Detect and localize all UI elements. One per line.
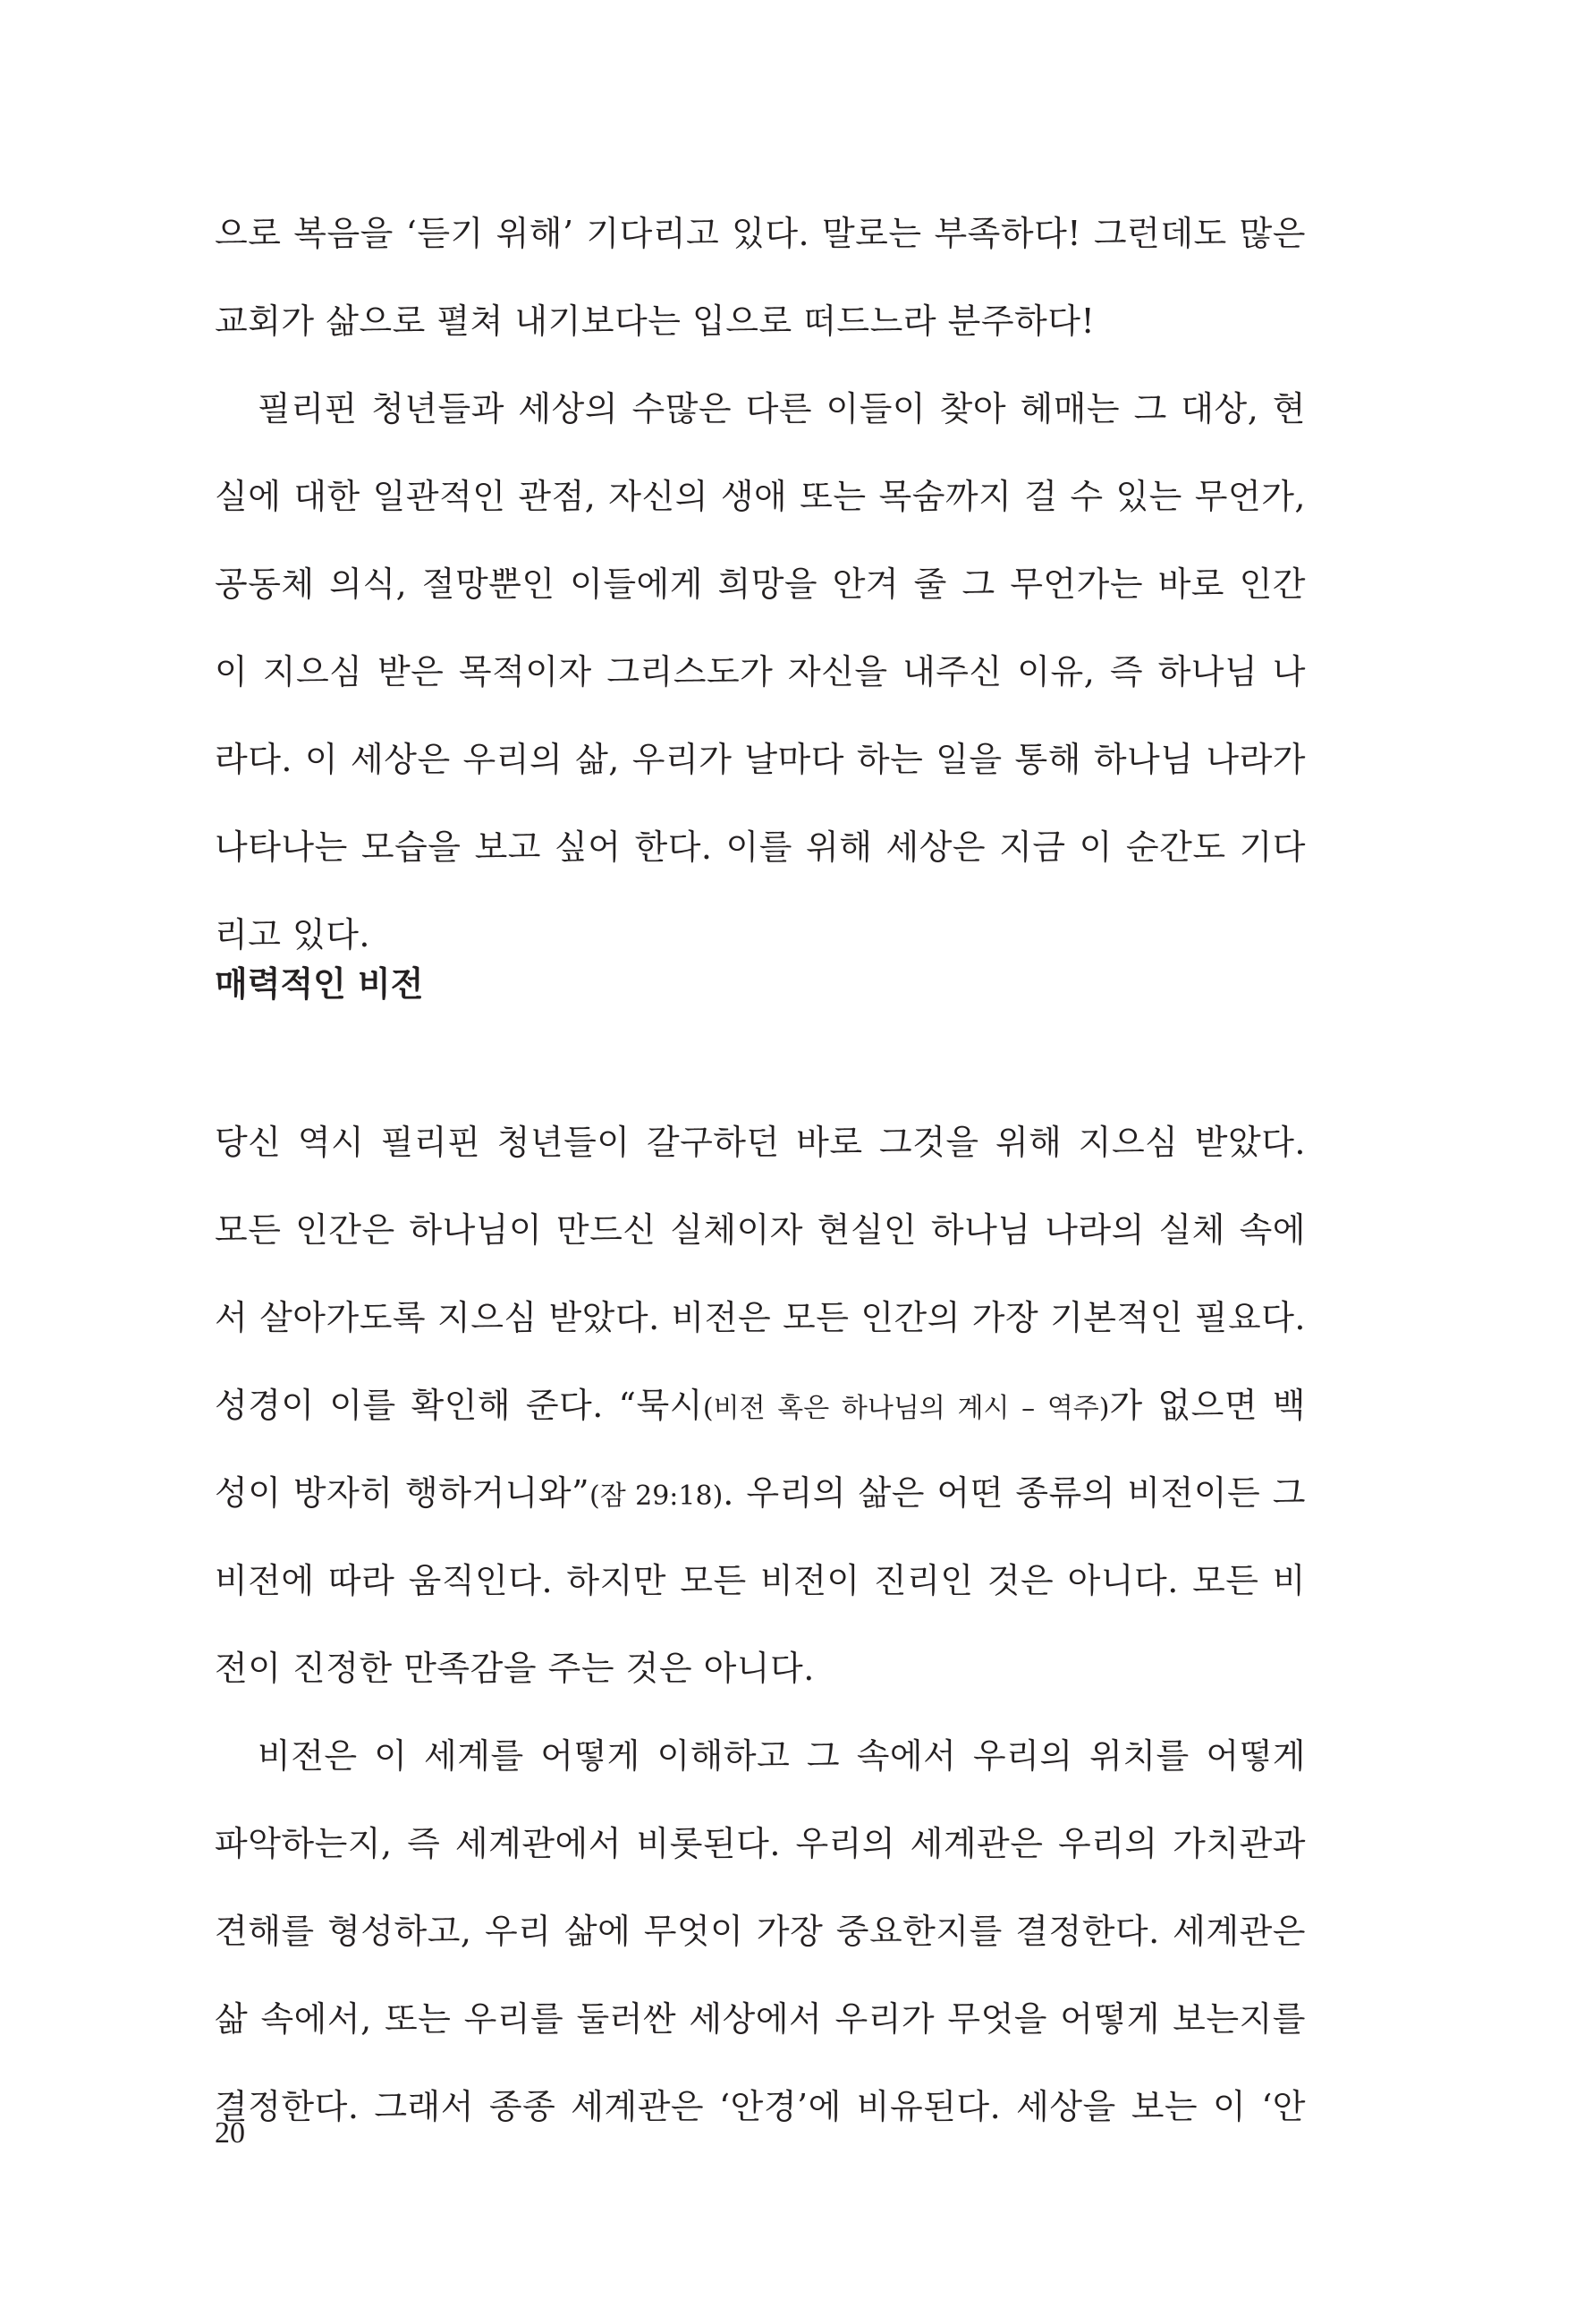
text-line: 결정한다. 그래서 종종 세계관은 ‘안경’에 비유된다. 세상을 보는 이 ‘안 xyxy=(215,2087,1306,2126)
text-line: 나타나는 모습을 보고 싶어 한다. 이를 위해 세상은 지금 이 순간도 기다 xyxy=(215,827,1306,867)
text-line: 비전에 따라 움직인다. 하지만 모든 비전이 진리인 것은 아니다. 모든 비 xyxy=(215,1561,1306,1600)
text-line: 당신 역시 필리핀 청년들이 갈구하던 바로 그것을 위해 지으심 받았다. xyxy=(215,1123,1306,1162)
text-line: 라다. 이 세상은 우리의 삶, 우리가 날마다 하는 일을 통해 하나님 나라가 xyxy=(215,740,1306,779)
scripture-reference: (잠 29:18) xyxy=(589,1480,724,1512)
text-segment: 가 없으면 백 xyxy=(1109,1386,1306,1425)
text-segment: 성경이 이를 확인해 준다. “묵시 xyxy=(215,1386,703,1425)
text-line-with-note xyxy=(215,1361,1306,1449)
text-line: 파악하는지, 즉 세계관에서 비롯된다. 우리의 세계관은 우리의 가치관과 xyxy=(215,1824,1306,1863)
text-line: 이 지으심 받은 목적이자 그리스도가 자신을 내주신 이유, 즉 하나님 나 xyxy=(215,652,1306,691)
text-line: 삶 속에서, 또는 우리를 둘러싼 세상에서 우리가 무엇을 어떻게 보는지를 xyxy=(215,1999,1306,2039)
translator-note: (비전 혹은 하나님의 계시 – 역주) xyxy=(702,1393,1110,1424)
text-line: 공동체 의식, 절망뿐인 이들에게 희망을 안겨 줄 그 무언가는 바로 인간 xyxy=(215,564,1306,604)
text-line: 실에 대한 일관적인 관점, 자신의 생애 또는 목숨까지 걸 수 있는 무언가, xyxy=(215,477,1306,516)
text-line: 서 살아가도록 지으심 받았다. 비전은 모든 인간의 가장 기본적인 필요다. xyxy=(215,1298,1306,1337)
text-line-with-reference xyxy=(215,1449,1306,1537)
text-line: 교회가 삶으로 펼쳐 내기보다는 입으로 떠드느라 분주하다! xyxy=(215,301,1096,341)
text-line: 비전은 이 세계를 어떻게 이해하고 그 속에서 우리의 위치를 어떻게 xyxy=(258,1736,1306,1776)
text-line: 전이 진정한 만족감을 주는 것은 아니다. xyxy=(215,1649,815,1688)
text-line: 모든 인간은 하나님이 만드신 실체이자 현실인 하나님 나라의 실체 속에 xyxy=(215,1210,1306,1250)
text-line: 견해를 형성하고, 우리 삶에 무엇이 가장 중요한지를 결정한다. 세계관은 xyxy=(215,1912,1306,1951)
text-line: 리고 있다. xyxy=(215,915,370,954)
paragraph-block-2 xyxy=(215,1098,1306,2150)
page-number: 20 xyxy=(215,2116,245,2150)
text-segment: 성이 방자히 행하거니와” xyxy=(215,1473,589,1513)
paragraph-block-1 xyxy=(215,190,1306,979)
section-heading: 매력적인 비전 xyxy=(215,964,424,1004)
text-segment: . 우리의 삶은 어떤 종류의 비전이든 그 xyxy=(723,1473,1306,1513)
text-line: 으로 복음을 ‘듣기 위해’ 기다리고 있다. 말로는 부족하다! 그런데도 많은 xyxy=(215,214,1306,253)
text-line: 필리핀 청년들과 세상의 수많은 다른 이들이 찾아 헤매는 그 대상, 현 xyxy=(258,389,1306,428)
